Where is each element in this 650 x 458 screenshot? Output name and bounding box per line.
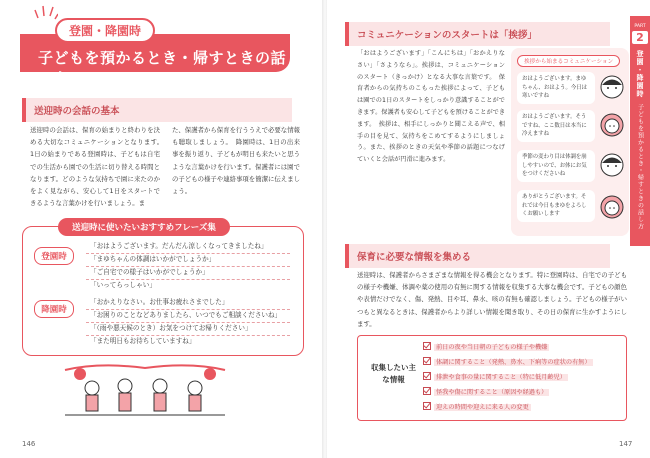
- checklist-item: 体調に関すること（発熱、鼻水、下痢等の症状の有無）: [423, 357, 593, 368]
- checklist-item: 排泄や食事の量に関すること（特に低月齢児）: [423, 372, 568, 383]
- arrival-phrase: 「ご自宅での様子はいかがでしょうか」: [90, 268, 209, 276]
- checkbox-checked-icon: [423, 357, 431, 365]
- right-page: [327, 0, 650, 458]
- departure-label: 降園時: [34, 300, 74, 318]
- speech-bubble: おはようございます。そうですね、ここ数日は本当に冷えますね: [517, 110, 595, 142]
- teacher-face-icon: [599, 74, 625, 100]
- speech-bubble: おはようございます。まゆちゃん、おはよう。今日は寒いですね: [517, 72, 595, 104]
- departure-phrase: 「お困りのことなどありましたら、いつでもご相談くださいね」: [90, 311, 282, 319]
- departure-phrase: 「また明日もお待ちしていますね」: [90, 337, 196, 345]
- checkbox-checked-icon: [423, 387, 431, 395]
- page-title: 子どもを預かるとき・帰すときの話し方: [20, 34, 290, 72]
- arrival-phrase: 「まゆちゃんの体調はいかがでしょうか」: [90, 255, 216, 263]
- section-tag: 登園・降園時: [55, 18, 155, 43]
- chapter-side-tab: [630, 16, 650, 246]
- departure-phrase: 「（雨や悪天候のとき）お気をつけてお帰りください」: [90, 324, 252, 332]
- arrival-phrase: 「いってらっしゃい」: [90, 281, 156, 289]
- speech-bubble: 季節の変わり目は体調を崩しやすいので、お体にお気をつけくださいね: [517, 150, 595, 182]
- checkbox-checked-icon: [423, 342, 431, 350]
- arrival-phrase: 「おはようございます。だんだん涼しくなってきましたね」: [90, 242, 268, 250]
- side-tab-subtitle: 子どもを預かるとき・帰すときの話し方: [636, 104, 644, 230]
- page-number-right: 147: [619, 440, 633, 448]
- section-heading-greeting: コミュニケーションのスタートは「挨拶」: [345, 22, 610, 46]
- phrase-heading: 送迎時に使いたいおすすめフレーズ集: [58, 218, 230, 236]
- checklist-item: 迎えの時間や迎えに来る人の変更: [423, 402, 531, 413]
- greeting-text: 「おはようございます」「こんにちは」「おかえりなさい」「さようなら」。挨拶は、コミュニケーションのスタート（きっかけ）となる大事な言葉です。 保育者からの気持ちのこもった挨拶によって、子どもは園での1日のスタートをしっかり意識することができます。保護者も安心して子どもを預けることができます。 挨拶は、相手にしっかりと聞こえる声で、相手の目を見て、気持ちをこめてするようにしましょう。また、挨拶のときの天気や季節の話題につなげていくと会話が円滑に進みます。: [357, 50, 506, 164]
- basics-text-col2: た、保護者から保育を行ううえで必要な情報も聴取しましょう。 降園時は、1日の出来事を振り返り、子どもが明日も来たいと思うような言葉かけを行います。保護者には園での子どもの様子や連絡事項を簡潔に伝えましょう。: [172, 126, 300, 196]
- side-tab-label: 登園・降園時: [636, 50, 644, 98]
- part-label: PART: [634, 24, 646, 29]
- section-heading-info: 保育に必要な情報を集める: [345, 244, 610, 268]
- checklist-item: 前日の夜や当日朝の子どもの様子や機嫌: [423, 342, 549, 353]
- section-heading-basics: 送迎時の会話の基本: [22, 98, 292, 122]
- arrival-label: 登園時: [34, 247, 74, 265]
- part-number: 2: [632, 31, 648, 44]
- page-number-left: 146: [22, 440, 36, 448]
- teacher-face-icon: [599, 152, 625, 178]
- checkbox-checked-icon: [423, 402, 431, 410]
- checkbox-checked-icon: [423, 372, 431, 380]
- checklist-label: 収集したい主な情報: [371, 363, 416, 384]
- info-text: 送迎時は、保護者からさまざまな情報を得る機会となります。特に登園時は、自宅での子どもの様子や機嫌、体調や薬の使用の有無に関する情報を収集する大事な機会です。子どもの顔色や表情だけでなく、傷、発熱、目や耳、鼻水、咳の有無も確認しましょう。子どもの様子がいつもと異なるときは、保護者からより詳しい情報を聞き取り、その日の保育に生かすようにします。: [357, 271, 627, 328]
- dialogue-panel-title: 挨拶から始まるコミュニケーション: [517, 55, 620, 67]
- sparkle-icon: [34, 4, 58, 20]
- checklist-item: 怪我や傷に関すること（原因や経過も）: [423, 387, 549, 398]
- parent-face-icon: [599, 194, 625, 220]
- speech-bubble: ありがとうございます。それでは今日もまゆをよろしくお願いします: [517, 190, 595, 222]
- basics-text-col1: 送迎時の会話は、保育の始まりと終わりを決める大切なコミュニケーションとなります。 1日の始まりである登園時は、子どもは自宅での生活から園での生活に切り替える時間となります。どのような気持ちで園に来たのかをよく見ながら、安心して1日をスタートできるような言葉かけを行いましょう。ま: [30, 126, 167, 208]
- children-stage-illustration: [60, 360, 230, 420]
- departure-phrase: 「おかえりなさい。お仕事お疲れさまでした」: [90, 298, 229, 306]
- parent-face-icon: [599, 112, 625, 138]
- left-page: [0, 0, 323, 458]
